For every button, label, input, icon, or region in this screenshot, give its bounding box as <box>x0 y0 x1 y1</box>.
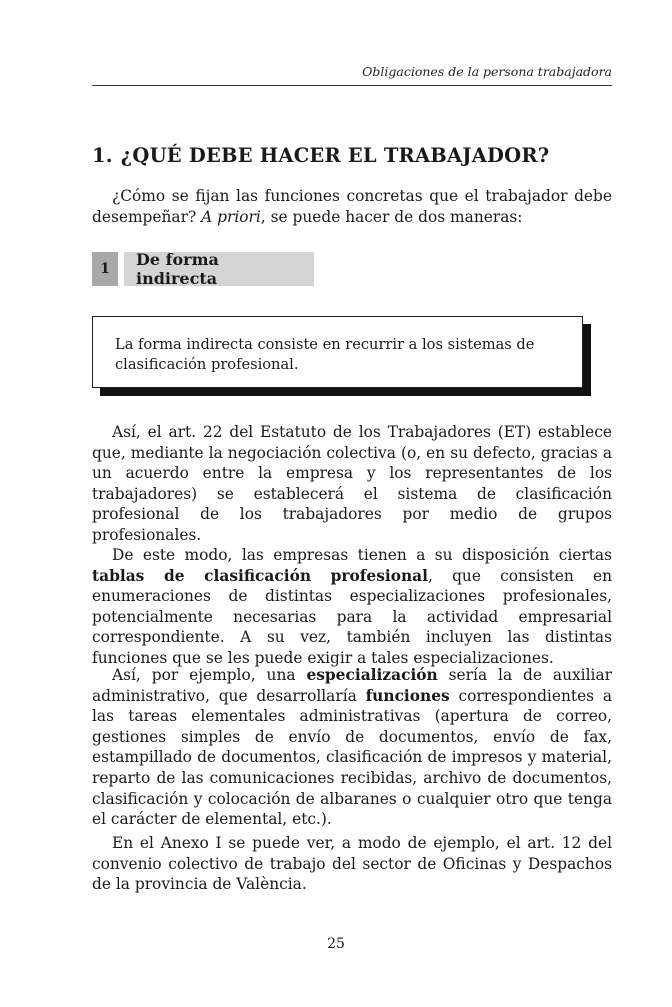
paragraph-2-bold: tablas de clasificación profesional <box>92 566 429 585</box>
paragraph-4-text: En el Anexo I se puede ver, a modo de ejemplo, el art. 12 del convenio colectivo de trabajo del sector de Oficinas y Despachos de la provincia de València. <box>92 834 612 894</box>
paragraph-3-bold-a: especialización <box>306 666 438 684</box>
chapter-title-text: ¿QUÉ DEBE HACER EL TRABAJADOR? <box>120 144 550 167</box>
paragraph-2-text-a: De este modo, las empresas tienen a su disposición ciertas <box>112 546 612 564</box>
running-head: Obligaciones de la persona trabajadora <box>92 64 612 86</box>
callout-box: La forma indirecta consiste en recurrir a los sistemas de clasificación profesional. <box>92 316 583 388</box>
paragraph-2 <box>92 545 612 669</box>
section-label: De forma indirecta <box>124 252 314 286</box>
chapter-number: 1. <box>92 144 113 167</box>
paragraph-3-text-a: Así, por ejemplo, una <box>112 666 307 684</box>
section-number: 1 <box>92 252 118 286</box>
paragraph-1 <box>92 422 612 546</box>
chapter-title <box>92 144 612 167</box>
paragraph-4 <box>92 833 612 895</box>
intro-paragraph <box>92 186 612 227</box>
page-number: 25 <box>327 936 345 952</box>
section-heading <box>92 252 314 286</box>
paragraph-3-text-c: correspondientes a las tareas elementales administrativas (apertura de correo, gestiones simples de envío de documentos, envío de fax, estampillado de documentos, clasificación de impresos y material, reparto de las comunicaciones recibidas, archivo de documentos, clasificación y colocación de albaranes o cualquier otro que tenga el carácter de elemental, etc.). <box>92 686 612 829</box>
paragraph-3-text-b: sería la de auxiliar administrativo, que desarrollaría <box>92 666 612 705</box>
intro-text-a: ¿Cómo se fijan las funciones concretas que el trabajador debe desempeñar? <box>92 187 612 226</box>
paragraph-2-text-b: , que consisten en enumeraciones de distintas especializaciones profesionales, potencialmente necesarias para la actividad empresarial correspondiente. A su vez, también incluyen las distintas funciones que se les puede exigir a tales especializaciones. <box>92 566 613 667</box>
paragraph-3-bold-b: funciones <box>365 686 450 705</box>
intro-italic: A priori <box>201 207 261 226</box>
intro-text-b: , se puede hacer de dos maneras: <box>260 207 523 226</box>
paragraph-1-text: Así, el art. 22 del Estatuto de los Trabajadores (ET) establece que, mediante la negociación colectiva (o, en su defecto, gracias a un acuerdo entre la empresa y los representantes de los trabajadores) se establecerá el sistema de clasificación profesional de los trabajadores por medio de grupos profesionales. <box>92 423 612 544</box>
paragraph-3 <box>92 665 612 830</box>
